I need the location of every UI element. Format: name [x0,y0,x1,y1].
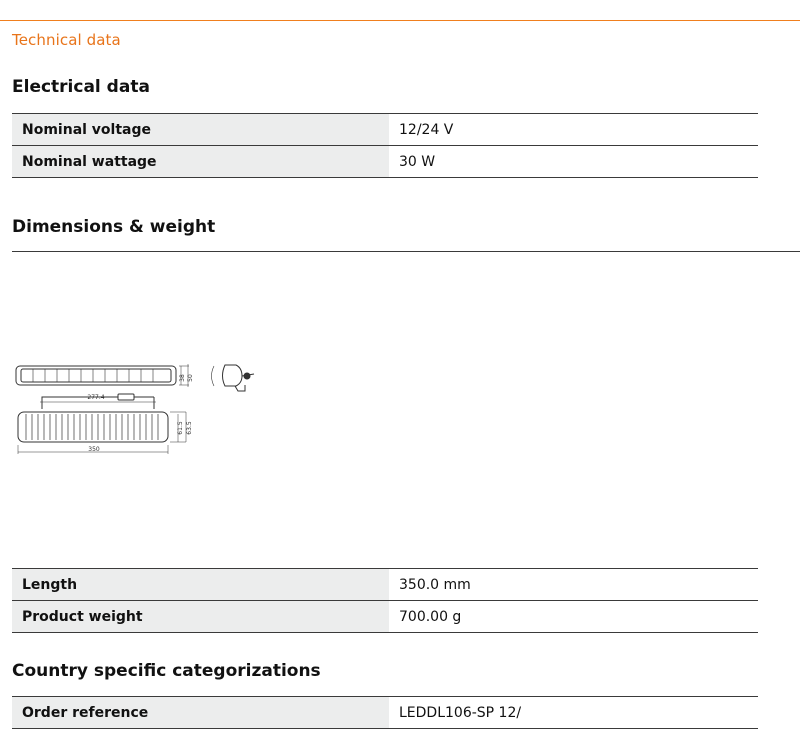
row-label: Nominal voltage [12,114,389,146]
dimension-drawing [14,358,264,462]
country-categorizations-table [12,696,758,729]
length-label: 350 [88,446,100,453]
row-value: 12/24 V [389,114,758,146]
side-view [212,365,255,391]
row-value: 350.0 mm [389,569,758,601]
dimensions-divider [12,251,800,252]
row-label: Nominal wattage [12,146,389,178]
row-label: Order reference [12,697,389,729]
dimensions-weight-heading: Dimensions & weight [12,217,216,237]
row-label: Length [12,569,389,601]
technical-data-title: Technical data [12,31,121,49]
electrical-data-table [12,113,758,178]
dimensions-weight-table [12,568,758,633]
electrical-data-heading: Electrical data [12,77,150,97]
front-view [16,364,189,387]
country-categorizations-heading: Country specific categorizations [12,661,321,681]
row-label: Product weight [12,601,389,633]
hole-spacing-label: 277.4 [87,394,105,401]
table-row [12,569,758,601]
depth-outer-label: 63.5 [186,421,193,435]
header-divider [0,20,800,21]
height-outer-label: 50 [187,374,194,382]
table-row [12,601,758,633]
row-value: 30 W [389,146,758,178]
top-view [18,394,186,454]
table-row [12,697,758,729]
table-row [12,114,758,146]
height-inner-label: 38 [179,374,186,382]
table-row [12,146,758,178]
row-value: 700.00 g [389,601,758,633]
row-value: LEDDL106-SP 12/ [389,697,758,729]
depth-inner-label: 61.5 [177,421,184,435]
